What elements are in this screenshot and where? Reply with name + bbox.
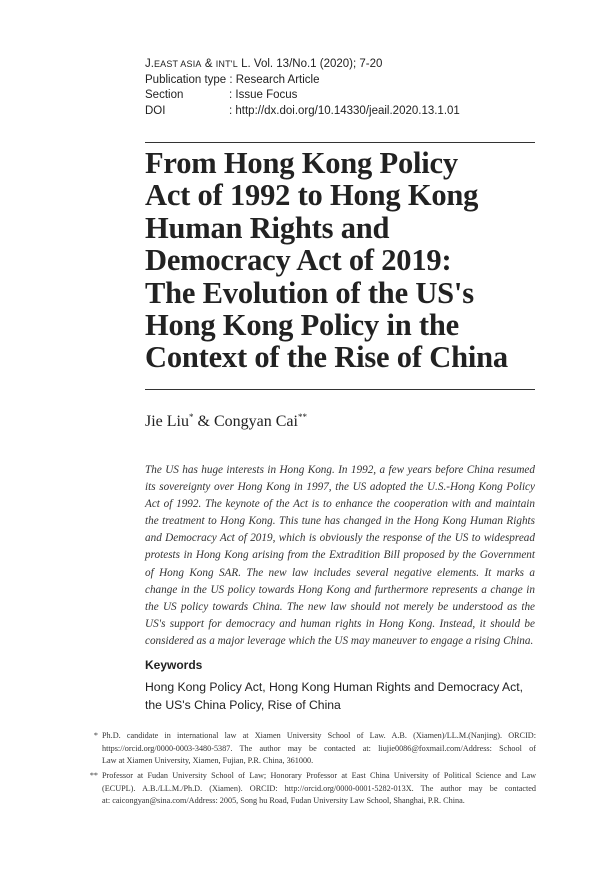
journal-name-intl: INT'L (215, 59, 238, 69)
abstract-line: the US policy towards China. The new law should not merely be understood as the (145, 600, 535, 613)
title-bottom-rule (145, 389, 535, 390)
footnote-line: Law at Xiamen University, Xiamen, Fujian, P.R. China, 361000. (102, 756, 314, 766)
title-line: Human Rights and (145, 210, 390, 245)
footnote-line: Ph.D. candidate in international law at Xiamen University School of Law. A.B. (Xiamen)/LL.M.(Nanjing). ORCID: (102, 731, 536, 740)
footnote-1 (93, 730, 536, 768)
footnote-line: https://orcid.org/0000-0003-3480-5387. The author may be contacted at: liujie0086@foxmail.com/Address: School of (102, 743, 536, 753)
title-line: Hong Kong Policy in the (145, 308, 459, 343)
keywords-list (145, 678, 545, 714)
journal-prefix: J. (145, 58, 154, 70)
title-line: Act of 1992 to Hong Kong (145, 178, 479, 213)
title-top-rule (145, 142, 535, 143)
abstract-line: Act of 1992. The keynote of the Act is to enhance the cooperation with and maintain (145, 498, 535, 511)
journal-name-east-asia: EAST ASIA (153, 59, 202, 69)
article-metadata (145, 57, 460, 119)
footnote-marker: ** (89, 771, 98, 780)
abstract-line: its sovereignty over Hong Kong in 1997, the US adopted the U.S.-Hong Kong Policy (145, 481, 535, 494)
footnote-mark[interactable]: ** (297, 412, 307, 422)
section-label: Section (145, 89, 184, 101)
abstract-line: The US has huge interests in Hong Kong. In 1992, a few years before China resumed (145, 464, 535, 476)
doi-row (145, 104, 460, 120)
abstract-line: considered as a major leverage which the US may maneuver to engage a rising China. (145, 634, 534, 647)
journal-citation (145, 57, 460, 73)
author-name: Jie Liu (145, 413, 189, 430)
journal-amp: & (201, 58, 216, 70)
section-value: : Issue Focus (229, 89, 298, 101)
footnote-line: (ECUPL). A.B./LL.M./Ph.D. (Xiamen). ORCID: http://orcid.org/0000-0001-5282-013X. The author may be contacted (102, 783, 536, 793)
author-line (145, 412, 307, 431)
section-row (145, 88, 460, 104)
doi-label: DOI (145, 104, 166, 117)
footnote-line: at: caicongyan@sina.com/Address: 2005, Song hu Road, Fudan University Law School, Shanghai, P.R. China. (102, 796, 465, 806)
article-title (145, 147, 545, 374)
abstract-line: change in the US policy towards Hong Kong and furthermore represents a change in (145, 583, 535, 596)
journal-volume: L. Vol. 13/No.1 (2020); 7-20 (237, 58, 383, 70)
abstract-line: US's support for democracy and human rights in Hong Kong. Instead, it should be (145, 617, 535, 630)
abstract-line: and Democracy Act of 2019, which is obviously the response of the US to widespread (145, 532, 535, 545)
abstract-line: protests in Hong Kong arising from the Extradition Bill proposed by the Government (145, 549, 535, 562)
keywords-line: the US's China Policy, Rise of China (145, 698, 341, 712)
doi-link[interactable]: : http://dx.doi.org/10.14330/jeail.2020.13.1.01 (229, 104, 460, 117)
keywords-heading: Keywords (145, 658, 203, 672)
keywords-line: Hong Kong Policy Act, Hong Kong Human Rights and Democracy Act, (145, 680, 524, 694)
title-line: The Evolution of the US's (145, 275, 474, 310)
abstract (145, 462, 535, 650)
footnote-2 (89, 770, 536, 808)
footnote-line: Professor at Fudan University School of Law; Honorary Professor at East China University of Political Science and Law (102, 771, 536, 780)
footnote-mark[interactable]: * (189, 412, 194, 422)
title-line: From Hong Kong Policy (145, 146, 458, 180)
abstract-line: the treatment to Hong Kong. This tune has changed in the Hong Kong Human Rights (145, 515, 535, 528)
abstract-line: of Hong Kong SAR. The new law includes several negative elements. It marks a (145, 566, 535, 579)
title-line: Context of the Rise of China (145, 340, 508, 375)
footnote-marker: * (93, 731, 98, 740)
title-line: Democracy Act of 2019: (145, 243, 452, 278)
author-joiner: & (193, 413, 214, 430)
author-name: Congyan Cai (213, 413, 298, 430)
publication-type: Publication type : Research Article (145, 73, 320, 86)
